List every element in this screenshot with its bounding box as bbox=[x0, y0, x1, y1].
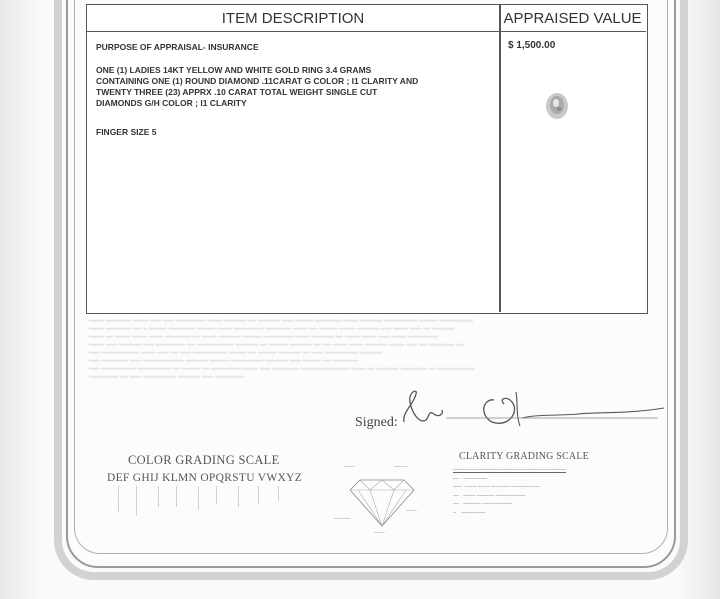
item-description bbox=[96, 65, 476, 109]
color-scale-bands bbox=[116, 486, 306, 546]
color-band-label: ~~~~~~ bbox=[256, 486, 262, 504]
color-band-label: ~~~~~~~ bbox=[156, 486, 162, 507]
diamond-anatomy-diagram bbox=[334, 458, 430, 538]
description-line: CONTAINING ONE (1) ROUND DIAMOND .11CARAT G COLOR ; I1 CLARITY AND bbox=[96, 76, 419, 86]
description-line: ONE (1) LADIES 14KT YELLOW AND WHITE GOLD RING 3.4 GRAMS bbox=[96, 65, 372, 75]
fine-print-line: ~~~~ ~~~ ~~~~~~ ~~~ ~~~~~~~~ ~~ ~~~~~~~~~~ ~~~~~~ ~~ ~~~~~ ~~~~~~ ~~ ~~ ~~~~ ~~~~ ~~~~~~ ~~~~ ~~~ ~~ ~~~~~~~ ~~ bbox=[89, 342, 464, 349]
clarity-scale-row: ~~ ~~~~ ~~~~~~ ~~~~~~~~~~ bbox=[453, 492, 526, 499]
clarity-scale-row: ~~~ ~~~~ ~~~~ ~~~~~~ ~~~~~~~~~~ bbox=[453, 484, 541, 490]
color-scale-letters: DEF GHIJ KLMN OPQRSTU VWXYZ bbox=[107, 472, 303, 484]
svg-text:~~~~: ~~~~ bbox=[374, 531, 385, 536]
fine-print-line: ~~~ ~~~~~~~~~ ~~~~~~~~~ ~~ ~~~~~ ~~ ~~~~~~~~ ~~~~ ~~~ ~~~~~~~ ~~~~~~~~~~~~~ ~~~~ ~~ ~~~~~~ ~~~~~~~ ~~ ~~~~~~~~~~ bbox=[89, 366, 475, 373]
color-band-label: ~~~~~ bbox=[276, 486, 282, 501]
fine-print-line: ~~~~ ~~ ~~~~ ~~~~ ~~~~ ~~~~~~~ ~~ ~~~~ ~~~~~~ ~~~~~ ~~~~~~~~ ~~~~ ~~~~~~ ~~ ~~~~ ~~~~ ~~~ ~~~~ ~~~~~~~~ bbox=[89, 334, 438, 341]
color-band-label: ~~~~~~~~~ bbox=[116, 486, 122, 513]
clarity-scale-title: CLARITY GRADING SCALE bbox=[459, 451, 589, 462]
clarity-scale-row: ~~~~~~~~~~~~~~~~~~~~~~~~~~~~~~~~~~~~~~ bbox=[453, 467, 567, 473]
fine-print-line: ~~~ ~~~~~~~ ~~~ ~~~~~~~~~~~ ~~~~~~ ~~~~~ ~~~~~~~~~ ~~~~~~ ~~~ ~~~~~ ~~ ~~~~~~~ bbox=[89, 358, 359, 365]
color-scale-title: COLOR GRADING SCALE bbox=[128, 453, 280, 467]
svg-text:~~~~: ~~~~ bbox=[344, 465, 355, 470]
column-divider bbox=[499, 5, 501, 312]
description-line: DIAMONDS G/H COLOR ; I1 CLARITY bbox=[96, 98, 247, 108]
svg-text:~~~~~: ~~~~~ bbox=[394, 465, 408, 470]
clarity-scale-row: ~~ ~~~~~~~~ bbox=[453, 475, 487, 482]
color-band-label: ~~~~~~~ bbox=[236, 486, 242, 507]
signed-label: Signed: bbox=[355, 415, 398, 430]
fine-print-line: ~~~~ ~~~~~~~ ~~ ~ ~~~~~ ~~~~~~~ ~~~~~ ~~~~ ~~~~~~~~ ~~~~~~~ ~~~~ ~~ ~~~~~ ~~~~ ~~~~~~ ~~~ ~~~~ ~~~ ~~ ~~~~~~ bbox=[89, 326, 455, 333]
appraised-value: $ 1,500.00 bbox=[508, 40, 556, 51]
appraised-value-header: APPRAISED VALUE bbox=[499, 5, 646, 32]
color-band-label: ~~~~~~~~~~ bbox=[134, 486, 140, 516]
description-line: TWENTY THREE (23) APPRX .10 CARAT TOTAL WEIGHT SINGLE CUT bbox=[96, 87, 378, 97]
clarity-scale-row: ~~ ~~~~~~ ~~~~~~~~~~ bbox=[453, 501, 513, 507]
svg-text:~~~~: ~~~~ bbox=[406, 509, 417, 514]
clarity-scale-row: ~ ~~~~~~~~ bbox=[453, 509, 486, 516]
fine-print-line: ~~~ ~~~~~~~~~~ ~~~~ ~~~ ~~ ~~~ ~~~~~~~~~ ~~~~~ ~~ ~~~~~ ~~~~~~ ~~ ~~~ ~~~~~~~~~ ~~~~~~ bbox=[89, 350, 383, 357]
color-band-label: ~~~~~~ bbox=[214, 486, 220, 504]
handwritten-signature bbox=[398, 384, 668, 434]
clarity-scale-list bbox=[453, 466, 623, 517]
fine-print-line: ~~~~ ~~~~~~~ ~~~~ ~~~ ~~~ ~~~~~~~~ ~~~~ ~~~~~~ ~~ ~~~~~~ ~~~ ~~~~~ ~~~~~~~ ~~~~ ~~~~~~ ~~~~~~~~~ ~~~~~ ~~~~~~~~~ bbox=[89, 318, 474, 325]
appraisal-purpose: PURPOSE OF APPRAISAL- INSURANCE bbox=[96, 42, 259, 52]
color-band-label: ~~~~~~~~ bbox=[196, 486, 202, 510]
illegible-fine-print bbox=[89, 318, 649, 382]
item-description-header: ITEM DESCRIPTION bbox=[87, 5, 499, 32]
finger-size: FINGER SIZE 5 bbox=[96, 127, 157, 137]
svg-text:~~~~~~: ~~~~~~ bbox=[334, 517, 351, 522]
fine-print-line: ~~~~~~~~ ~~ ~~~ ~~~~~~~~~ ~~~~~~ ~~~ ~~~~~~~~ bbox=[89, 374, 245, 381]
color-band-label: ~~~~~~~ bbox=[174, 486, 180, 507]
diamond-photo bbox=[543, 90, 571, 122]
